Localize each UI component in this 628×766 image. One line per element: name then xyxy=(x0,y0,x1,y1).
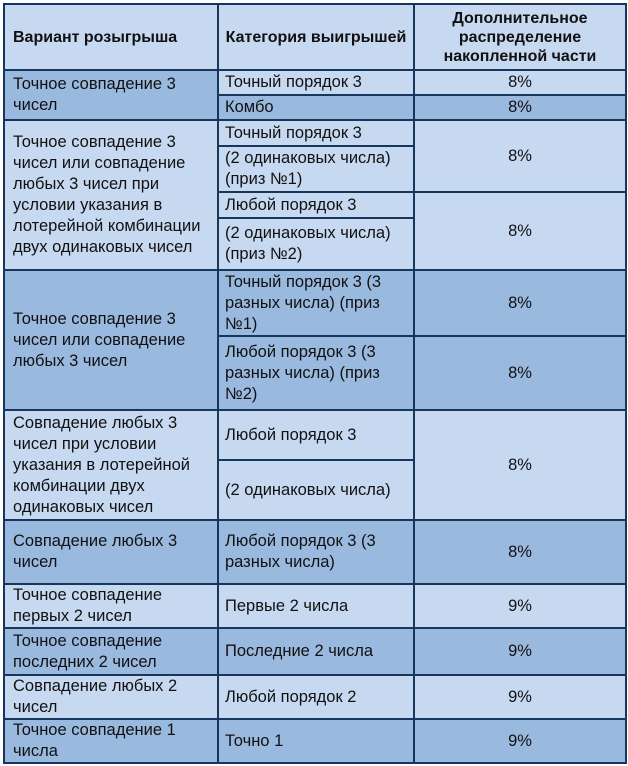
variant-cell: Точное совпадение 3 чисел или совпадение любых 3 чисел при условии указания в лотерейной комбинации двух одинаковых чисел xyxy=(4,120,218,270)
variant-cell: Совпадение любых 3 чисел при условии указания в лотерейной комбинации двух одинаковых чисел xyxy=(4,410,218,520)
percent-cell: 8% xyxy=(414,70,626,95)
category-cell: Точный порядок 3 xyxy=(218,70,414,95)
table-row xyxy=(4,584,626,628)
percent-cell: 8% xyxy=(414,410,626,520)
table-row xyxy=(4,675,626,719)
table-row xyxy=(4,70,626,95)
variant-cell: Точное совпадение последних 2 чисел xyxy=(4,628,218,675)
percent-cell: 9% xyxy=(414,719,626,763)
category-cell: Любой порядок 2 xyxy=(218,675,414,719)
table-row xyxy=(4,520,626,584)
header-variant: Вариант розыгрыша xyxy=(4,4,218,70)
category-cell: Комбо xyxy=(218,95,414,120)
category-cell: Точно 1 xyxy=(218,719,414,763)
percent-cell: 8% xyxy=(414,336,626,410)
category-cell: Любой порядок 3 xyxy=(218,410,414,460)
variant-cell: Совпадение любых 3 чисел xyxy=(4,520,218,584)
category-cell: Первые 2 числа xyxy=(218,584,414,628)
percent-cell: 9% xyxy=(414,628,626,675)
prize-distribution-table xyxy=(3,3,627,764)
variant-cell: Точное совпадение 1 числа xyxy=(4,719,218,763)
table-row xyxy=(4,410,626,460)
table-row xyxy=(4,270,626,336)
variant-cell: Точное совпадение первых 2 чисел xyxy=(4,584,218,628)
category-cell: (2 одинаковых числа) (приз №2) xyxy=(218,218,414,270)
percent-cell: 8% xyxy=(414,192,626,270)
header-category: Категория выигрышей xyxy=(218,4,414,70)
variant-cell: Точное совпадение 3 чисел xyxy=(4,70,218,120)
header-row xyxy=(4,4,626,70)
variant-cell: Точное совпадение 3 чисел или совпадение любых 3 чисел xyxy=(4,270,218,410)
percent-cell: 8% xyxy=(414,270,626,336)
category-cell: (2 одинаковых числа) xyxy=(218,460,414,520)
category-cell: Любой порядок 3 (3 разных числа) (приз №2) xyxy=(218,336,414,410)
header-distribution: Дополнительное распределение накопленной части xyxy=(414,4,626,70)
percent-cell: 8% xyxy=(414,520,626,584)
category-cell: Точный порядок 3 xyxy=(218,120,414,146)
table-row xyxy=(4,628,626,675)
table-row xyxy=(4,120,626,146)
percent-cell: 9% xyxy=(414,584,626,628)
category-cell: Любой порядок 3 (3 разных числа) xyxy=(218,520,414,584)
category-cell: Последние 2 числа xyxy=(218,628,414,675)
category-cell: (2 одинаковых числа) (приз №1) xyxy=(218,146,414,192)
category-cell: Точный порядок 3 (3 разных числа) (приз №1) xyxy=(218,270,414,336)
variant-cell: Совпадение любых 2 чисел xyxy=(4,675,218,719)
percent-cell: 8% xyxy=(414,95,626,120)
table-row xyxy=(4,719,626,763)
percent-cell: 9% xyxy=(414,675,626,719)
category-cell: Любой порядок 3 xyxy=(218,192,414,218)
percent-cell: 8% xyxy=(414,120,626,192)
